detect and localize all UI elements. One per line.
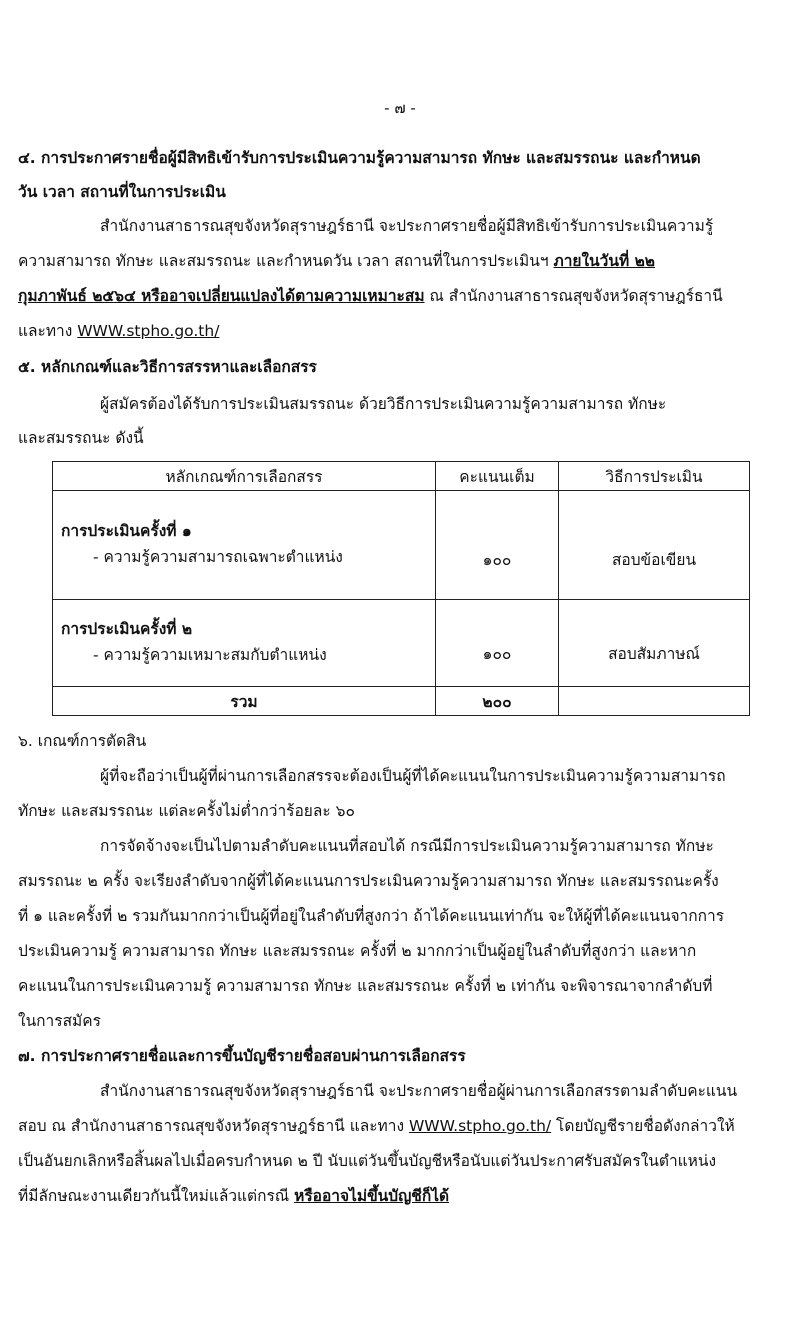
criteria-table	[52, 461, 750, 716]
assessment-round-title: การประเมินครั้งที่ ๑	[61, 522, 192, 540]
section-6-heading: ๖. เกณฑ์การตัดสิน	[18, 732, 147, 750]
para-text: และทาง	[18, 322, 78, 340]
no-list-emphasis: หรืออาจไม่ขึ้นบัญชีก็ได้	[294, 1187, 450, 1205]
section-5-heading: ๕. หลักเกณฑ์และวิธีการสรรหาและเลือกสรร	[18, 358, 317, 376]
section-4-para-line: สำนักงานสาธารณสุขจังหวัดสุราษฎร์ธานี จะประกาศรายชื่อผู้มีสิทธิเข้ารับการประเมินความรู้	[100, 217, 714, 235]
section-7-heading: ๗. การประกาศรายชื่อและการขึ้นบัญชีรายชื่อสอบผ่านการเลือกสรร	[18, 1047, 466, 1065]
para-text: ที่มีลักษณะงานเดียวกันนี้ใหม่แล้วแต่กรณี	[18, 1187, 295, 1205]
section-4-heading: ๔. การประกาศรายชื่อผู้มีสิทธิเข้ารับการประเมินความรู้ความสามารถ ทักษะ และสมรรถนะ และกำหนด	[18, 149, 701, 167]
criteria-cell	[53, 600, 436, 687]
deadline-emphasis: ภายในวันที่ ๒๒	[553, 252, 655, 270]
para-text: ความสามารถ ทักษะ และสมรรถนะ และกำหนดวัน เวลา สถานที่ในการประเมินฯ	[18, 252, 554, 270]
section-5-para-line: และสมรรถนะ ดังนี้	[18, 429, 144, 447]
assessment-round-title: การประเมินครั้งที่ ๒	[61, 620, 193, 638]
section-7-para-line: สำนักงานสาธารณสุขจังหวัดสุราษฎร์ธานี จะประกาศรายชื่อผู้ผ่านการเลือกสรรตามลำดับคะแนน	[100, 1082, 738, 1100]
section-4-heading-cont: วัน เวลา สถานที่ในการประเมิน	[18, 183, 226, 201]
section-4-para-line	[18, 249, 655, 273]
section-5-para-line: ผู้สมัครต้องได้รับการประเมินสมรรถนะ ด้วยวิธีการประเมินความรู้ความสามารถ ทักษะ	[100, 395, 667, 413]
website-link[interactable]: WWW.stpho.go.th/	[408, 1117, 552, 1135]
header-full-score: คะแนนเต็ม	[436, 462, 559, 491]
section-6-para-line: ประเมินความรู้ ความสามารถ ทักษะ และสมรรถนะ ครั้งที่ ๒ มากกว่าเป็นผู้อยู่ในลำดับที่สูงกว่า และหาก	[18, 942, 697, 960]
section-7-para-line: เป็นอันยกเลิกหรือสิ้นผลไปเมื่อครบกำหนด ๒ ปี นับแต่วันขึ้นบัญชีหรือนับแต่วันประกาศรับสมัครในตำแหน่ง	[18, 1152, 717, 1170]
score-cell: ๑๐๐	[436, 491, 559, 600]
table-header-row	[53, 462, 750, 491]
table-row	[53, 491, 750, 600]
total-score: ๒๐๐	[436, 687, 559, 716]
total-label: รวม	[53, 687, 436, 716]
criteria-cell	[53, 491, 436, 600]
assessment-item: - ความรู้ความสามารถเฉพาะตำแหน่ง	[93, 548, 343, 566]
section-6-para-line: สมรรถนะ ๒ ครั้ง จะเรียงลำดับจากผู้ที่ได้คะแนนการประเมินความรู้ความสามารถ ทักษะ และสมรรถนะครั้ง	[18, 872, 719, 890]
section-7-para-line	[18, 1114, 735, 1138]
para-text: สอบ ณ สำนักงานสาธารณสุขจังหวัดสุราษฎร์ธานี และทาง	[18, 1117, 409, 1135]
section-4-para-line	[18, 284, 723, 308]
deadline-emphasis: กุมภาพันธ์ ๒๕๖๔ หรืออาจเปลี่ยนแปลงได้ตามความเหมาะสม	[18, 287, 425, 305]
total-method-empty	[559, 687, 750, 716]
method-cell: สอบข้อเขียน	[559, 491, 750, 600]
score-cell: ๑๐๐	[436, 600, 559, 687]
header-criteria: หลักเกณฑ์การเลือกสรร	[53, 462, 436, 491]
para-text: ณ สำนักงานสาธารณสุขจังหวัดสุราษฎร์ธานี	[424, 287, 723, 305]
section-6-para-line: ในการสมัคร	[18, 1012, 101, 1030]
method-cell: สอบสัมภาษณ์	[559, 600, 750, 687]
website-link[interactable]: WWW.stpho.go.th/	[77, 322, 220, 340]
section-7-para-line	[18, 1184, 449, 1208]
section-6-para-line: ที่ ๑ และครั้งที่ ๒ รวมกันมากกว่าเป็นผู้ที่อยู่ในลำดับที่สูงกว่า ถ้าได้คะแนนเท่ากัน จะให้ผู้ที่ได้คะแนนจากการ	[18, 907, 725, 925]
section-6-para-line: การจัดจ้างจะเป็นไปตามลำดับคะแนนที่สอบได้ กรณีมีการประเมินความรู้ความสามารถ ทักษะ	[100, 837, 714, 855]
section-4-para-line	[18, 319, 219, 343]
table-total-row	[53, 687, 750, 716]
para-text: โดยบัญชีรายชื่อดังกล่าวให้	[551, 1117, 735, 1135]
section-6-para-line: ทักษะ และสมรรถนะ แต่ละครั้งไม่ต่ำกว่าร้อยละ ๖๐	[18, 802, 355, 820]
section-6-para-line: คะแนนในการประเมินความรู้ ความสามารถ ทักษะ และสมรรถนะ ครั้งที่ ๒ เท่ากัน จะพิจารณาจากลำดับที่	[18, 977, 713, 995]
section-6-para-line: ผู้ที่จะถือว่าเป็นผู้ที่ผ่านการเลือกสรรจะต้องเป็นผู้ที่ได้คะแนนในการประเมินความรู้ความสามารถ	[100, 767, 726, 785]
header-method: วิธีการประเมิน	[559, 462, 750, 491]
assessment-item: - ความรู้ความเหมาะสมกับตำแหน่ง	[93, 646, 327, 664]
table-row	[53, 600, 750, 687]
page-number: - ๗ -	[384, 99, 416, 117]
